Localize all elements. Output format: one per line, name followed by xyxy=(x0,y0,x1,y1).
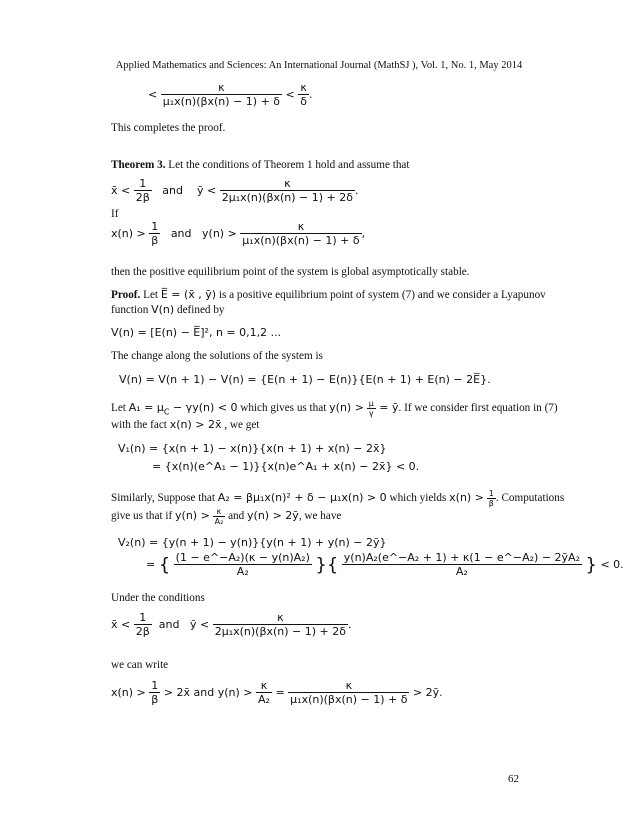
math-text: < 0. xyxy=(600,558,624,571)
proof-line-2 xyxy=(111,303,225,316)
math-text: A₁ = μ xyxy=(128,401,164,415)
punct: . xyxy=(348,618,352,631)
math-text: > 2ȳ. xyxy=(412,686,443,699)
fraction xyxy=(288,680,409,706)
brace-right: } xyxy=(585,554,597,576)
text: defined by xyxy=(174,304,225,316)
math-text: y(n) > xyxy=(329,401,364,415)
math-text: y(n) > xyxy=(202,227,237,240)
v2-line-1: V₂(n) = {y(n + 1) − y(n)}{y(n + 1) + y(n) − 2ȳ} xyxy=(118,536,387,549)
punct: , xyxy=(361,227,366,240)
numerator: κ xyxy=(277,611,284,624)
math-text: > 2x̄ and y(n) > xyxy=(163,686,253,699)
text: with the fact xyxy=(111,419,170,431)
denominator: γ xyxy=(367,408,376,418)
denominator: A₂ xyxy=(342,564,582,578)
numerator: κ xyxy=(300,81,307,94)
punct: . xyxy=(355,184,359,197)
numerator: 1 xyxy=(139,611,147,624)
proof-line-1 xyxy=(111,288,546,301)
v2-line-2 xyxy=(146,552,624,578)
text: function xyxy=(111,304,152,316)
math-text: and xyxy=(170,227,192,240)
similarly-line xyxy=(111,489,564,508)
v1-line-1: V₁(n) = {x(n + 1) − x(n)}{x(n + 1) + x(n) − 2x̄} xyxy=(118,442,387,455)
let-line xyxy=(111,399,558,418)
lt-symbol: < xyxy=(285,88,295,101)
fraction xyxy=(342,552,582,578)
math-text: A₂ = βμ₁x(n)² + δ − μ₁x(n) > 0 xyxy=(217,491,387,505)
denominator: A₂ xyxy=(174,564,312,578)
text: . If we consider first equation in (7) xyxy=(398,402,558,415)
math-text: x(n) > xyxy=(111,227,146,240)
fraction xyxy=(298,82,309,108)
denominator: 2μ₁x(n)(βx(n) − 1) + 2δ xyxy=(221,191,353,204)
fraction xyxy=(174,552,312,578)
v1-line-2: = {x(n)(e^A₁ − 1)}{x(n)e^A₁ + x(n) − 2x̄} < 0. xyxy=(152,460,420,473)
theorem-conditions xyxy=(111,178,359,204)
numerator: μ xyxy=(368,399,374,408)
if-word: If xyxy=(111,208,119,220)
denominator: μ₁x(n)(βx(n) − 1) + δ xyxy=(162,95,281,108)
theorem-text: Let the conditions of Theorem 1 hold and assume that xyxy=(165,159,410,171)
proof-label: Proof. xyxy=(111,289,141,301)
text: , we have xyxy=(298,510,342,523)
math-text: = ȳ xyxy=(375,401,399,415)
text: give us that if xyxy=(111,510,176,523)
text: is a positive equilibrium point of system (7) and we consider a Lyapunov xyxy=(216,289,546,301)
with-fact-line xyxy=(111,418,259,431)
fraction xyxy=(213,612,348,638)
fraction xyxy=(134,612,152,638)
page-number: 62 xyxy=(508,773,519,785)
punct: . xyxy=(308,88,313,101)
numerator: 1 xyxy=(151,679,159,692)
fraction xyxy=(367,399,376,418)
numerator: y(n)A₂(e^−A₂ + 1) + κ(1 − e^−A₂) − 2ȳA₂ xyxy=(343,551,580,564)
fraction xyxy=(161,82,282,108)
math-text: ȳ < xyxy=(189,618,210,631)
fraction xyxy=(487,489,496,508)
math-text: x(n) > 2x̄ xyxy=(169,418,222,431)
change-text: The change along the solutions of the system is xyxy=(111,350,323,362)
math-text: x̄ < xyxy=(111,184,131,197)
numerator: κ xyxy=(260,679,268,692)
denominator: β xyxy=(151,693,159,706)
theorem-label: Theorem 3. xyxy=(111,159,166,171)
denominator: A₂ xyxy=(214,517,224,526)
give-us-line xyxy=(111,507,341,526)
math-text: − γy(n) < 0 xyxy=(169,401,238,415)
numerator: κ xyxy=(284,177,291,190)
fraction xyxy=(213,507,226,526)
numerator: κ xyxy=(345,679,353,692)
text: which gives us that xyxy=(237,402,330,415)
denominator: 2μ₁x(n)(βx(n) − 1) + 2δ xyxy=(214,625,346,638)
fraction xyxy=(240,221,361,247)
text: . Computations xyxy=(495,492,565,505)
under-conditions-eq xyxy=(111,612,352,638)
math-text: = xyxy=(275,686,285,699)
brace-pair: }{ xyxy=(315,554,339,576)
math-text: y(n) > 2ȳ xyxy=(247,509,299,523)
math-sub: C xyxy=(163,407,170,417)
delta-v-equation: V(n) = V(n + 1) − V(n) = {E(n + 1) − E(n)}{E(n + 1) + E(n) − 2E̅}. xyxy=(119,373,491,386)
denominator: μ₁x(n)(βx(n) − 1) + δ xyxy=(290,693,408,706)
lyapunov-function: V(n) = [E(n) − E̅]², n = 0,1,2 ... xyxy=(111,326,282,339)
math-text: x(n) > xyxy=(449,491,484,505)
text: and xyxy=(225,510,248,523)
lt-symbol: < xyxy=(148,88,158,101)
denominator: δ xyxy=(300,95,307,108)
math-text: and xyxy=(158,618,180,631)
text: , we get xyxy=(221,419,260,431)
theorem-conclusion: then the positive equilibrium point of the system is global asymptotically stable. xyxy=(111,266,470,278)
denominator: μ₁x(n)(βx(n) − 1) + δ xyxy=(242,234,360,247)
under-conditions-text: Under the conditions xyxy=(111,592,205,604)
denominator: β xyxy=(151,234,159,247)
theorem-statement xyxy=(111,159,409,171)
we-can-write-text: we can write xyxy=(111,659,169,671)
text: Similarly, Suppose that xyxy=(111,492,218,505)
text: Let xyxy=(111,402,129,415)
math-text: ȳ < xyxy=(196,184,217,197)
math-text: y(n) > xyxy=(175,509,210,523)
numerator: κ xyxy=(297,220,305,233)
math-text: x̄ < xyxy=(111,618,131,631)
brace-left: { xyxy=(158,554,171,576)
numerator: (1 − e^−A₂)(κ − y(n)A₂) xyxy=(175,551,310,564)
math-text: E̅ = (x̄ , ȳ) xyxy=(160,288,217,301)
fraction xyxy=(220,178,355,204)
numerator: κ xyxy=(218,81,225,94)
numerator: 1 xyxy=(139,177,147,190)
proof-complete-text: This completes the proof. xyxy=(111,122,226,134)
running-header: Applied Mathematics and Sciences: An International Journal (MathSJ ), Vol. 1, No. 1, May 2014 xyxy=(115,60,523,71)
numerator: κ xyxy=(216,507,222,516)
fraction xyxy=(256,680,272,706)
fraction xyxy=(149,680,160,706)
text: which yields xyxy=(386,492,450,505)
theorem-if-conditions xyxy=(111,221,365,247)
denominator: 2β xyxy=(135,191,150,204)
denominator: β xyxy=(488,499,494,508)
fraction xyxy=(134,178,152,204)
numerator: 1 xyxy=(488,489,494,498)
equation-top xyxy=(148,82,312,108)
fraction xyxy=(149,221,160,247)
math-text: = xyxy=(146,558,156,571)
math-text: and xyxy=(162,184,183,197)
final-inequality xyxy=(111,680,443,706)
math-text: V(n) xyxy=(151,303,175,316)
denominator: 2β xyxy=(135,625,150,638)
denominator: A₂ xyxy=(258,693,270,706)
math-text: x(n) > xyxy=(111,686,146,699)
text: Let xyxy=(140,289,161,301)
numerator: 1 xyxy=(151,220,159,233)
